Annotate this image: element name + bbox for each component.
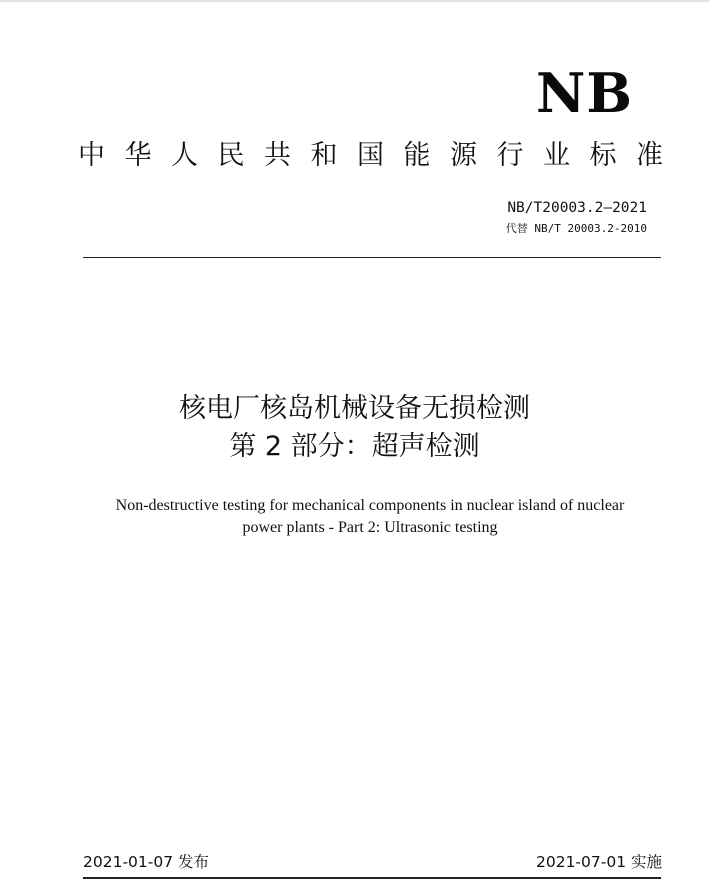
implementation-date: 2021-07-01 实施 [535,853,662,871]
nb-logo: NB [535,61,633,125]
page-top-edge [0,0,709,2]
chinese-title-line-1: 核电厂核岛机械设备无损检测 [179,393,530,424]
chinese-title [0,390,709,466]
english-title: Non-destructive testing for mechanical components in nuclear island of nuclear power plants - Part 2: Ultrasonic testing [115,497,625,536]
replaces-note: 代替 NB/T 20003.2-2010 [505,222,647,235]
standard-code-block [506,198,647,238]
issue-date: 2021-01-07 发布 [83,853,210,871]
header-divider [83,257,661,258]
chinese-title-line-2: 第 2 部分：超声检测 [229,431,480,462]
standard-type-heading: 中华人民共和国能源行业标准 [78,140,683,171]
standard-number: NB/T20003.2—2021 [507,200,647,216]
